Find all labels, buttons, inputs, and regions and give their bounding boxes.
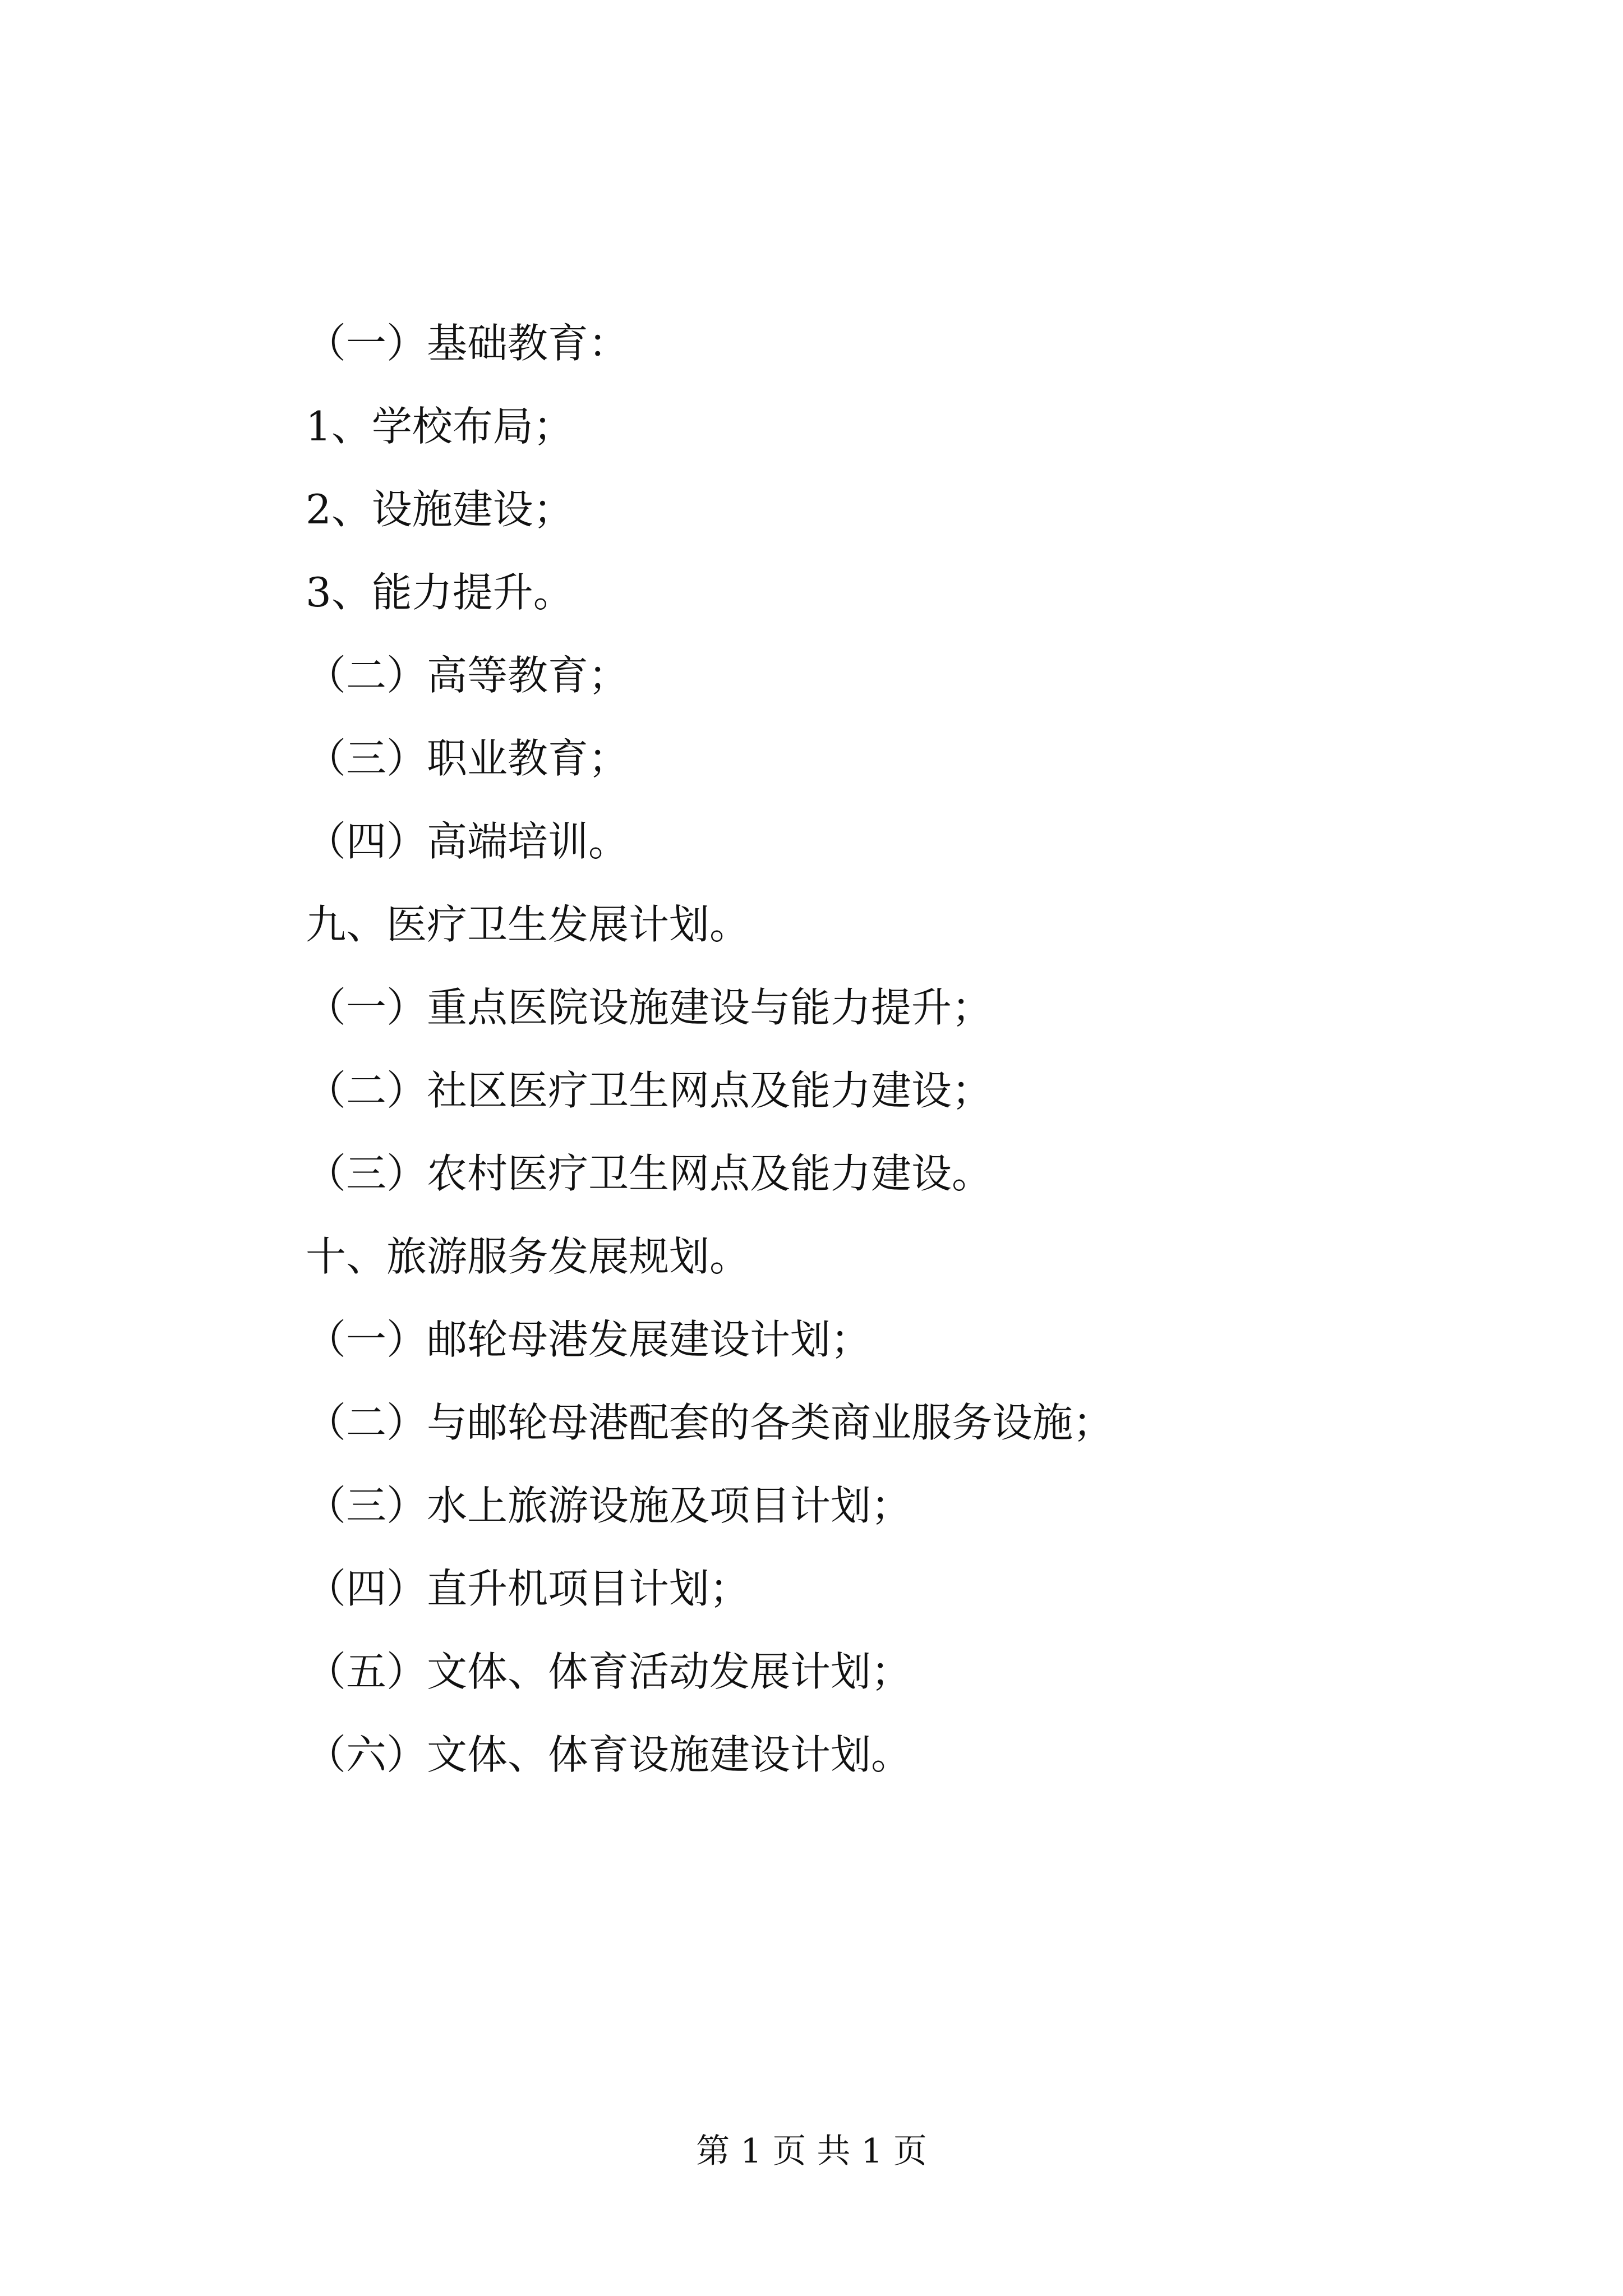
page-number-footer: 第 1 页 共 1 页 [696, 2132, 927, 2171]
list-item: （一）基础教育： [306, 320, 629, 367]
list-item: （六）文体、体育设施建设计划。 [306, 1731, 912, 1778]
list-item: （五）文体、体育活动发展计划； [306, 1648, 912, 1695]
list-item: 1、学校布局； [306, 403, 574, 450]
list-item: （四）高端培训。 [306, 818, 629, 865]
list-item: （二）高等教育； [306, 652, 629, 699]
document-body [306, 302, 1427, 1796]
list-item: （二）与邮轮母港配套的各类商业服务设施； [306, 1399, 1114, 1446]
list-item: （三）职业教育； [306, 735, 629, 782]
list-item: 2、设施建设； [306, 486, 574, 533]
section-heading: 十、旅游服务发展规划。 [306, 1233, 750, 1280]
list-item: （三）水上旅游设施及项目计划； [306, 1482, 912, 1529]
list-item: （二）社区医疗卫生网点及能力建设； [306, 1067, 993, 1114]
list-item: （三）农村医疗卫生网点及能力建设。 [306, 1150, 993, 1197]
section-heading: 九、医疗卫生发展计划。 [306, 901, 750, 948]
list-item: （四）直升机项目计划； [306, 1565, 750, 1612]
list-item: （一）邮轮母港发展建设计划； [306, 1316, 872, 1363]
list-item: （一）重点医院设施建设与能力提升； [306, 984, 993, 1031]
list-item: 3、能力提升。 [306, 569, 574, 616]
